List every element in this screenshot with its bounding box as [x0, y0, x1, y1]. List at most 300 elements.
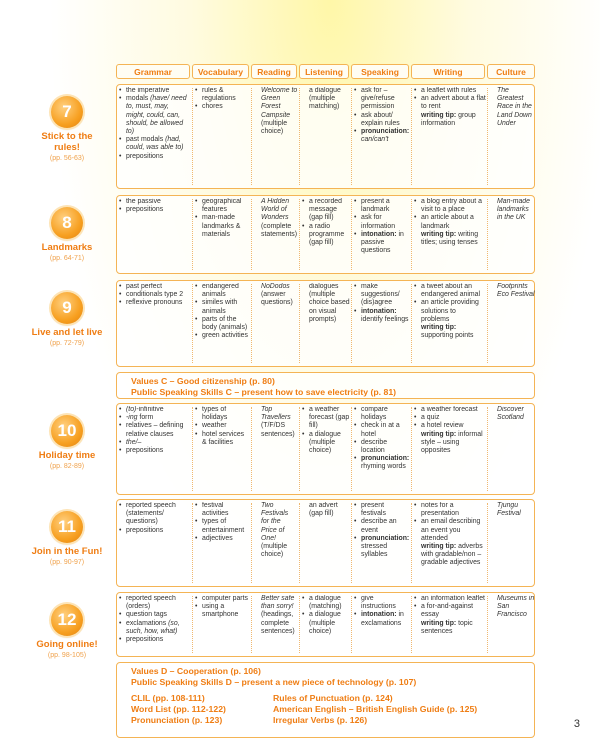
text-run: (had, could, was able to) — [126, 136, 184, 152]
cell-list — [195, 406, 250, 447]
text-run: writing tip: — [421, 111, 457, 119]
cell-reading — [254, 198, 298, 273]
text-run: an information leaflet — [421, 595, 485, 602]
text-run: a tweet about an endangered animal — [421, 283, 480, 299]
list-item — [261, 283, 298, 308]
cell-vocabulary — [195, 595, 250, 656]
cell-grammar — [119, 406, 189, 494]
cell-reading — [254, 502, 298, 586]
unit-pages: (pp. 72-79) — [49, 340, 85, 347]
text-run: pronunciation: — [361, 455, 410, 463]
unit-number-badge: 10 — [51, 415, 83, 447]
text-run: form — [137, 414, 154, 422]
ref-clil: CLIL (pp. 108-111) — [131, 693, 205, 703]
text-run: chores — [202, 103, 223, 111]
text-run: describe an event — [361, 518, 397, 534]
values-c-box — [116, 372, 535, 399]
list-item — [309, 198, 350, 223]
unit-row-12 — [116, 592, 535, 657]
cell-list — [119, 502, 189, 535]
list-item — [126, 414, 189, 422]
cell-list — [414, 198, 486, 247]
cell-writing — [414, 283, 486, 366]
col-header-grammar: Grammar — [116, 64, 190, 79]
ref-american-british: American English – British English Guide (p. 125) — [273, 704, 478, 714]
cell-list — [119, 198, 189, 214]
text-run: in passive questions — [361, 230, 404, 255]
list-item — [309, 595, 350, 611]
cell-list — [254, 283, 298, 308]
list-item — [126, 95, 189, 136]
text-run: supporting points — [421, 332, 474, 340]
public-speaking-d-line: Public Speaking Skills D – present a new piece of technology (p. 107) — [131, 676, 417, 687]
page-number: 3 — [573, 718, 580, 730]
col-header-listening: Listening — [299, 64, 349, 79]
cell-list — [302, 406, 350, 455]
column-divider — [299, 596, 300, 653]
cell-list — [354, 87, 410, 144]
text-run: a leaflet with rules — [421, 87, 477, 94]
unit-number-badge: 7 — [51, 96, 83, 128]
cell-culture — [490, 198, 536, 273]
list-item — [202, 422, 250, 430]
list-item — [421, 603, 486, 619]
text-run: compare holidays — [361, 406, 388, 422]
cell-listening — [302, 87, 350, 188]
text-run: prepositions — [126, 636, 164, 644]
text-run: past modals — [126, 136, 166, 144]
list-item — [309, 431, 350, 456]
cell-vocabulary — [195, 87, 250, 188]
column-divider — [192, 284, 193, 363]
text-run: intonation: — [361, 230, 397, 238]
list-item — [361, 214, 410, 230]
text-run: a dialogue (multiple choice) — [309, 430, 341, 455]
unit-row-9 — [116, 280, 535, 367]
cell-listening — [302, 198, 350, 273]
text-run: a weather forecast (gap fill) — [309, 406, 350, 430]
text-run: A Hidden World of Wonders — [261, 198, 290, 222]
text-run: endangered animals — [202, 283, 239, 299]
list-item — [361, 502, 410, 518]
column-divider — [487, 407, 488, 491]
ref-pronunciation: Pronunciation (p. 123) — [131, 715, 223, 725]
cell-reading — [254, 283, 298, 366]
column-divider — [411, 199, 412, 270]
text-run: a dialogue (matching) — [309, 595, 342, 611]
column-divider — [411, 407, 412, 491]
list-item — [421, 406, 486, 414]
unit-pages: (pp. 98-105) — [47, 652, 87, 659]
unit-title: Join in the Fun! — [31, 546, 103, 557]
text-run: notes for a presentation — [421, 502, 459, 518]
cell-list — [414, 87, 486, 128]
cell-vocabulary — [195, 406, 250, 494]
cell-grammar — [119, 502, 189, 586]
list-item — [421, 283, 486, 299]
text-run: the/– — [126, 438, 142, 446]
list-item — [309, 283, 350, 324]
text-run: writing tip: — [421, 430, 457, 438]
unit-title: Live and let live — [31, 327, 103, 338]
list-item — [361, 87, 410, 112]
cell-speaking — [354, 595, 410, 656]
list-item — [421, 422, 486, 430]
text-run: parts of the body (animals) — [202, 315, 248, 332]
text-run: group information — [421, 111, 476, 127]
list-item — [361, 283, 410, 308]
column-divider — [351, 503, 352, 583]
cell-list — [354, 283, 410, 324]
list-item — [261, 198, 298, 239]
list-item — [361, 422, 410, 438]
cell-writing — [414, 502, 486, 586]
col-header-culture: Culture — [487, 64, 535, 79]
column-divider — [411, 503, 412, 583]
list-item — [126, 636, 189, 644]
text-run: rules & regulations — [202, 87, 236, 103]
text-run: identify feelings — [361, 315, 409, 323]
text-run: man-made landmarks & materials — [202, 214, 241, 238]
text-run: writing titles; using tenses — [421, 230, 479, 247]
cell-speaking — [354, 198, 410, 273]
column-divider — [487, 88, 488, 185]
list-item — [361, 518, 410, 534]
public-speaking-c-line: Public Speaking Skills C – present how to save electricity (p. 81) — [131, 386, 397, 397]
column-divider — [487, 199, 488, 270]
text-run: (answer questions) — [261, 291, 293, 307]
list-item — [202, 502, 250, 518]
cell-listening — [302, 406, 350, 494]
column-divider — [487, 503, 488, 583]
ref-irregular-verbs: Irregular Verbs (p. 126) — [273, 715, 368, 725]
unit-title: Stick to the — [41, 131, 93, 142]
list-item — [421, 95, 486, 111]
text-run: Tjungu Festival — [497, 502, 521, 518]
list-item — [497, 406, 536, 422]
cell-writing — [414, 87, 486, 188]
cell-list — [119, 283, 189, 308]
text-run: types of holidays — [202, 406, 228, 422]
text-run: hotel services & facilities — [202, 430, 245, 446]
cell-grammar — [119, 198, 189, 273]
list-item — [126, 206, 189, 214]
text-run: adverbs with gradable/non – gradable adjectives — [421, 543, 483, 567]
cell-list — [195, 283, 250, 340]
text-run: pronunciation: — [361, 534, 410, 542]
cell-list — [490, 406, 536, 422]
text-run: reported speech (statements/ questions) — [126, 502, 176, 526]
text-run: stressed syllables — [361, 543, 388, 559]
column-divider — [251, 596, 252, 653]
list-item — [126, 87, 189, 95]
text-run: an article about a landmark — [421, 214, 474, 230]
list-item — [202, 332, 250, 340]
text-run: writing tip: — [421, 230, 457, 238]
text-run: an email describing an event you attended — [421, 518, 481, 542]
column-divider — [299, 199, 300, 270]
column-divider — [351, 88, 352, 185]
list-item — [202, 316, 250, 332]
list-item — [126, 620, 189, 636]
list-item — [361, 128, 410, 144]
cell-list — [490, 595, 536, 620]
column-divider — [251, 407, 252, 491]
text-run: reflexive pronouns — [126, 299, 183, 307]
text-run: -ing — [126, 414, 138, 422]
text-run: (T/F/DS sentences) — [261, 422, 295, 438]
list-item — [361, 198, 410, 214]
unit-title: Going online! — [36, 639, 98, 650]
text-run: in exclamations — [361, 611, 404, 627]
cell-listening — [302, 283, 350, 366]
text-run: check in at a hotel — [361, 422, 400, 438]
cell-list — [254, 502, 298, 559]
cell-list — [195, 87, 250, 112]
cell-list — [195, 595, 250, 620]
unit-number-badge: 9 — [51, 292, 83, 324]
cell-reading — [254, 406, 298, 494]
column-divider — [251, 503, 252, 583]
unit-number-badge: 11 — [51, 511, 83, 543]
unit-row-8 — [116, 195, 535, 274]
unit-pages: (pp. 82-89) — [49, 463, 85, 470]
text-run: (to) — [126, 406, 137, 413]
cell-listening — [302, 595, 350, 656]
list-item — [126, 422, 189, 438]
list-item — [497, 87, 536, 128]
list-item — [126, 527, 189, 535]
cell-list — [414, 283, 486, 340]
text-run: question tags — [126, 611, 167, 619]
list-item — [421, 214, 486, 230]
cell-culture — [490, 502, 536, 586]
list-item — [126, 291, 189, 299]
list-item — [361, 439, 410, 455]
values-d-line: Values D – Cooperation (p. 106) — [131, 666, 261, 676]
unit-number-badge: 12 — [51, 604, 83, 636]
text-run: Footprints Eco Festival — [497, 283, 535, 299]
cell-list — [119, 406, 189, 455]
text-run: an advert (gap fill) — [309, 502, 338, 518]
list-item — [126, 502, 189, 527]
text-run: Better safe than sorry! — [261, 595, 295, 611]
text-run: a for-and-against essay — [421, 603, 474, 619]
text-run: intonation: — [361, 611, 397, 619]
list-item — [361, 611, 410, 627]
text-run: -infinitive — [136, 406, 164, 413]
list-item — [126, 283, 189, 291]
list-item — [202, 214, 250, 239]
col-header-writing: Writing — [411, 64, 485, 79]
ref-word-list: Word List (pp. 112-122) — [131, 704, 226, 714]
column-divider — [192, 199, 193, 270]
list-item — [202, 406, 250, 422]
list-item — [309, 502, 350, 518]
column-divider — [351, 284, 352, 363]
column-divider — [251, 199, 252, 270]
list-item — [202, 103, 250, 111]
text-run: green activities — [202, 332, 248, 340]
text-run: intonation: — [361, 307, 397, 315]
column-divider — [351, 407, 352, 491]
column-divider — [299, 88, 300, 185]
column-divider — [192, 407, 193, 491]
list-item — [421, 595, 486, 603]
text-run: a blog entry about a visit to a place — [421, 198, 482, 214]
cell-culture — [490, 595, 536, 656]
column-divider — [411, 284, 412, 363]
text-run: pronunciation: — [361, 128, 410, 136]
list-item — [421, 543, 486, 568]
text-run: relatives – defining relative clauses — [126, 422, 184, 438]
text-run: writing tip: — [421, 324, 457, 332]
text-run: give instructions — [361, 595, 396, 611]
cell-list — [302, 595, 350, 636]
cell-grammar — [119, 595, 189, 656]
list-item — [497, 502, 536, 518]
list-item — [126, 198, 189, 206]
cell-list — [354, 595, 410, 628]
cell-list — [119, 87, 189, 161]
list-item — [421, 518, 486, 543]
list-item — [421, 324, 486, 340]
cell-writing — [414, 406, 486, 494]
list-item — [497, 595, 536, 620]
list-item — [202, 431, 250, 447]
cell-list — [414, 595, 486, 636]
cell-vocabulary — [195, 502, 250, 586]
list-item — [202, 87, 250, 103]
list-item — [126, 136, 189, 152]
cell-list — [490, 283, 536, 299]
cell-vocabulary — [195, 198, 250, 273]
unit-title: Landmarks — [41, 242, 93, 253]
text-run: a radio programme (gap fill) — [309, 222, 345, 247]
cell-list — [302, 198, 350, 247]
cell-list — [254, 87, 298, 136]
unit-pages: (pp. 90-97) — [49, 559, 85, 566]
text-run: using a smartphone — [202, 603, 239, 619]
unit-row-7 — [116, 84, 535, 189]
unit-row-11 — [116, 499, 535, 587]
cell-speaking — [354, 283, 410, 366]
list-item — [309, 406, 350, 431]
text-run: geographical features — [202, 198, 242, 214]
column-divider — [192, 596, 193, 653]
list-item — [497, 283, 536, 299]
list-item — [202, 603, 250, 619]
text-run: Museums in San Francisco — [497, 595, 535, 619]
cell-writing — [414, 198, 486, 273]
col-header-vocabulary: Vocabulary — [192, 64, 249, 79]
cell-list — [354, 502, 410, 559]
text-run: prepositions — [126, 206, 164, 214]
cell-list — [490, 502, 536, 518]
text-run: The Greatest Race in the Land Down Under — [497, 87, 532, 127]
unit-pages: (pp. 64-71) — [49, 255, 85, 262]
cell-list — [195, 198, 250, 239]
text-run: Man-made landmarks in the UK — [497, 198, 530, 222]
cell-list — [302, 87, 350, 112]
cell-writing — [414, 595, 486, 656]
text-run: reported speech (orders) — [126, 595, 176, 611]
text-run: a quiz — [421, 414, 440, 422]
cell-reading — [254, 595, 298, 656]
text-run: informal style – using opposites — [421, 430, 483, 455]
text-run: writing tip: — [421, 543, 457, 551]
cell-speaking — [354, 502, 410, 586]
text-run: the imperative — [126, 87, 170, 94]
text-run: present festivals — [361, 502, 386, 518]
list-item — [421, 414, 486, 422]
text-run: (multiple choice) — [261, 543, 288, 559]
column-divider — [411, 596, 412, 653]
cell-list — [354, 406, 410, 472]
list-item — [421, 198, 486, 214]
cell-speaking — [354, 406, 410, 494]
text-run: a recorded message (gap fill) — [309, 198, 342, 222]
text-run: similes with animals — [202, 299, 238, 315]
list-item — [126, 406, 189, 414]
cell-culture — [490, 406, 536, 494]
text-run: an article providing solutions to problems — [421, 299, 479, 323]
list-item — [421, 431, 486, 456]
text-run: a dialogue (multiple matching) — [309, 87, 341, 111]
column-divider — [251, 284, 252, 363]
column-divider — [487, 284, 488, 363]
column-divider — [192, 88, 193, 185]
text-run: the passive — [126, 198, 161, 205]
list-item — [421, 112, 486, 128]
text-run: types of entertainment — [202, 518, 245, 534]
cell-list — [414, 406, 486, 455]
cell-list — [302, 502, 350, 518]
text-run: computer parts — [202, 595, 248, 602]
text-run: topic sentences — [421, 619, 473, 635]
column-divider — [351, 199, 352, 270]
text-run: past perfect — [126, 283, 163, 290]
list-item — [126, 439, 189, 447]
list-item — [202, 283, 250, 299]
text-run: Discover Scotland — [497, 406, 524, 422]
list-item — [261, 87, 298, 136]
list-item — [361, 112, 410, 128]
column-divider — [299, 503, 300, 583]
list-item — [126, 299, 189, 307]
cell-list — [490, 198, 536, 223]
text-run: exclamations — [126, 619, 169, 627]
list-item — [497, 198, 536, 223]
cell-grammar — [119, 283, 189, 366]
text-run: a weather forecast — [421, 406, 478, 413]
cell-list — [254, 595, 298, 636]
cell-culture — [490, 87, 536, 188]
cell-grammar — [119, 87, 189, 188]
cell-list — [414, 502, 486, 568]
list-item — [361, 535, 410, 560]
list-item — [202, 518, 250, 534]
cell-list — [302, 283, 350, 324]
text-run: prepositions — [126, 526, 164, 534]
list-item — [261, 502, 298, 559]
list-item — [126, 611, 189, 619]
list-item — [361, 308, 410, 324]
cell-list — [254, 406, 298, 439]
column-divider — [411, 88, 412, 185]
ref-punctuation: Rules of Punctuation (p. 124) — [273, 693, 393, 703]
text-run: (have/ need to, must, may, might, could, can, should, be allowed to) — [126, 95, 187, 136]
